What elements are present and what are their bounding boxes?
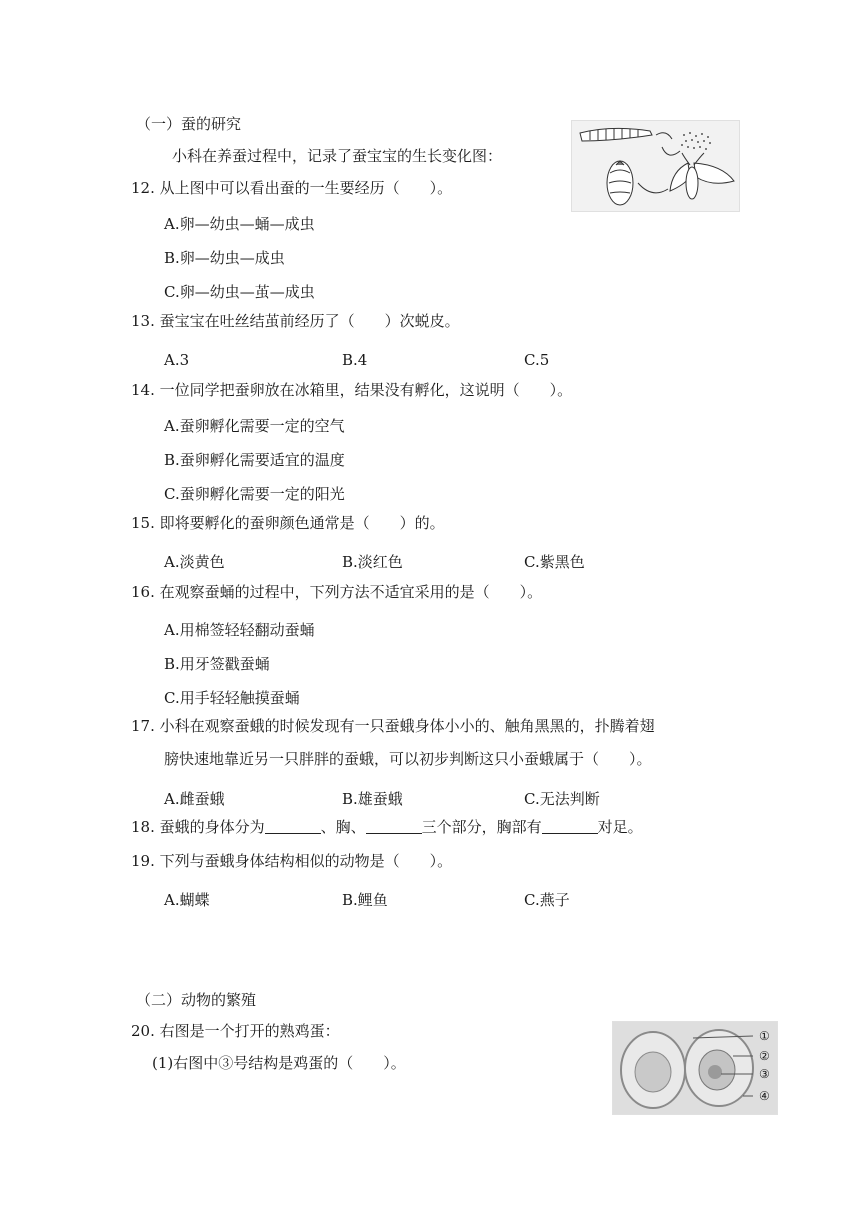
q19-option-a[interactable]: A.蝴蝶 [164,891,210,909]
q17-option-b[interactable]: B.雄蚕蛾 [342,790,403,808]
q13-option-c[interactable]: C.5 [524,351,550,369]
q18-stem [131,817,643,837]
section-title: （一）蚕的研究 [136,115,242,133]
q12-option-b[interactable]: B.卵—幼虫—成虫 [164,249,285,267]
q16-option-b[interactable]: B.用牙签戳蚕蛹 [164,655,270,673]
egg-label-1: ① [759,1029,770,1043]
intro-text: 小科在养蚕过程中，记录了蚕宝宝的生长变化图： [172,147,503,165]
q16-option-a[interactable]: A.用棉签轻轻翻动蚕蛹 [164,621,315,639]
q12-option-c[interactable]: C.卵—幼虫—茧—成虫 [164,283,315,301]
q16-stem: 16. 在观察蚕蛹的过程中，下列方法不适宜采用的是（ ）。 [131,583,543,601]
q20-stem: 20. 右图是一个打开的熟鸡蛋： [131,1022,340,1040]
q13-option-b[interactable]: B.4 [342,351,368,369]
q18-blank-1[interactable] [265,819,321,834]
egg-figure [612,1021,778,1115]
q12-stem: 12. 从上图中可以看出蚕的一生要经历（ ）。 [131,179,453,197]
q17-option-c[interactable]: C.无法判断 [524,790,600,808]
q17-stem-line2: 膀快速地靠近另一只胖胖的蚕蛾，可以初步判断这只小蚕蛾属于（ ）。 [164,750,652,768]
q16-option-c[interactable]: C.用手轻轻触摸蚕蛹 [164,689,300,707]
q18-blank-2[interactable] [366,819,422,834]
q15-stem: 15. 即将要孵化的蚕卵颜色通常是（ ）的。 [131,514,445,532]
section2-title: （二）动物的繁殖 [136,991,257,1009]
silkworm-lifecycle-icon [572,121,739,211]
q15-option-c[interactable]: C.紫黑色 [524,553,585,571]
q17-stem-line1: 17. 小科在观察蚕蛾的时候发现有一只蚕蛾身体小小的、触角黑黑的，扑腾着翅 [131,717,655,735]
q18-part3: 三个部分，胸部有 [421,818,542,836]
q14-option-b[interactable]: B.蚕卵孵化需要适宜的温度 [164,451,345,469]
q19-stem: 19. 下列与蚕蛾身体结构相似的动物是（ ）。 [131,852,453,870]
q15-option-a[interactable]: A.淡黄色 [164,553,225,571]
q14-option-a[interactable]: A.蚕卵孵化需要一定的空气 [164,417,345,435]
egg-label-4: ④ [759,1089,770,1103]
q18-part4: 对足。 [597,818,643,836]
q14-stem: 14. 一位同学把蚕卵放在冰箱里，结果没有孵化，这说明（ ）。 [131,381,573,399]
q13-option-a[interactable]: A.3 [164,351,190,369]
q20-sub1: (1)右图中③号结构是鸡蛋的（ ）。 [152,1054,406,1072]
q19-option-c[interactable]: C.燕子 [524,891,570,909]
q18-part2: 、胸、 [320,818,366,836]
egg-label-3: ③ [759,1067,770,1081]
opened-egg-icon [613,1022,777,1114]
q18-blank-3[interactable] [542,819,598,834]
silkworm-lifecycle-figure [571,120,740,212]
q18-part1: 18. 蚕蛾的身体分为 [131,818,265,836]
q17-option-a[interactable]: A.雌蚕蛾 [164,790,225,808]
q12-option-a[interactable]: A.卵—幼虫—蛹—成虫 [164,215,315,233]
q19-option-b[interactable]: B.鲤鱼 [342,891,388,909]
egg-label-2: ② [759,1049,770,1063]
q13-stem: 13. 蚕宝宝在吐丝结茧前经历了（ ）次蜕皮。 [131,312,460,330]
q15-option-b[interactable]: B.淡红色 [342,553,403,571]
q14-option-c[interactable]: C.蚕卵孵化需要一定的阳光 [164,485,345,503]
